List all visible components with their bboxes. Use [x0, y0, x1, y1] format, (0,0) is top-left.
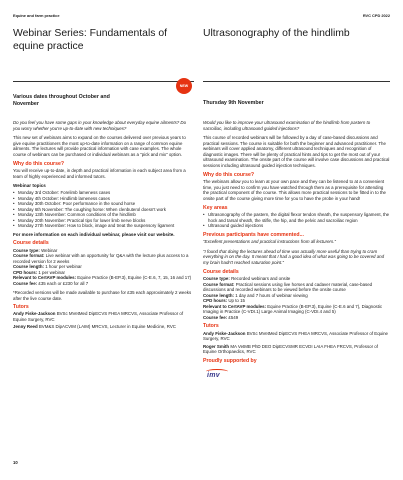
list-item: • Monday 30th October: Poor performance in the sound horse: [13, 201, 194, 207]
imv-logo: [203, 367, 243, 382]
tutor-entry: Roger Smith MA VetMB PhD DEO DipECVSMR ECVDI LAIA FHEA FRCVS, Professor of Equine Orthopaedics, RVC: [203, 343, 378, 355]
why-text: You will receive up-to-date, in depth and practical information in each subject area from a team of highly experienced and informed tutors.: [13, 168, 186, 179]
testimonial-quote: "I found that doing the lectures ahead of time was actually more useful than trying to cram everything in on the day. It meant that I had a good idea of what was going to be covered and my brain hadn't reached saturation point.": [203, 248, 385, 265]
course-intro: Do you feel you have some gaps in your knowledge about everyday equine ailments? Do you worry whether you're up-to-date with new techniques?: [13, 120, 187, 131]
list-item: • Monday 27th November: How to block, image and treat the suspensory ligament: [13, 223, 194, 229]
detail-row: Relevant to CertAVP modules: Equine Practice (B-EP.3), Equine (C-E.6, 7, 15, 16 and 17): [13, 275, 192, 280]
list-item: • Monday 6th November: The coughing horse: When clenbuterol doesn't work: [13, 207, 194, 213]
logo-text: imv: [207, 371, 220, 379]
detail-row: Relevant to CertAVP modules: Equine Practice (B-EP.3), Equine (C-E.6 and 7), Diagnostic Imaging in Practice (C-VDI.1) Large Animal Imaging (C-VDI.4 and 5): [203, 303, 383, 315]
list-item: • Ultrasound guided injections: [203, 223, 390, 229]
recording-note: *Recorded versions will be made available to purchase for £35 each approximately 2 weeks after the live course date.: [13, 290, 192, 301]
list-item: • Monday 13th November: Common conditions of the hindlimb: [13, 212, 194, 218]
brochure-label: RVC CPD 2022: [362, 13, 390, 18]
course-dates-bar: [203, 90, 390, 120]
why-title: Why do this course?: [203, 172, 255, 178]
detail-row: Course length: 1 hour per webinar: [13, 264, 82, 269]
detail-row: Course type: Webinar: [13, 247, 58, 253]
course-intro: Would you like to improve your ultrasound examination of the hindlimb from pastern to sacroiliac, including ultrasound guided injections?: [203, 120, 371, 131]
page-header: [0, 0, 403, 22]
topics-title: Webinar topics: [13, 183, 46, 189]
detail-row: Course type: Recorded webinars and onsite: [203, 276, 291, 282]
page-number: 10: [13, 460, 18, 465]
key-areas-title: Key areas: [203, 205, 228, 212]
tutors-title: Tutors: [13, 304, 29, 310]
detail-row: CPD hours: Up to 15: [203, 298, 245, 304]
list-item: • Monday 4th October: Hindlimb lameness cases: [13, 196, 194, 202]
course-description: This course of recorded webinars will be followed by a day of case-based discussions and practical sessions. The course is suitable for both the beginner and advanced practitioner. The webinars will cover applied anatomy, different ultrasound techniques and recognition of diagnostic images. There will be plenty of practical hints and tips to get the most out of your ultrasound examination. The onsite part of the course will involve case discussions and practical sessions including ultrasound guided injection techniques.: [203, 135, 390, 168]
testimonials-title: Previous participants have commented...: [203, 231, 304, 238]
detail-row: Course format: Practical sessions using live horses and cadaver material, case-based discussions and recorded webinars to be viewed before the onsite course: [203, 281, 373, 293]
tutor-entry: Andy Fiske-Jackson BVSc MVetMed DipECVS FHEA MRCVS, Associate Professor of Equine Surgery, RVC: [13, 311, 184, 322]
detail-row: Course length: 1 day and 7 hours of webinar viewing: [203, 292, 308, 298]
tutor-entry: Andy Fiske-Jackson BVSc MVetMed DipECVS FHEA MRCVS, Associate Professor of Equine Surgery, RVC: [203, 330, 388, 342]
webinar-series-course: [13, 28, 194, 332]
course-title: Webinar Series: Fundamentals of equine practice: [13, 28, 168, 52]
key-areas-list: [203, 212, 390, 229]
new-badge: NEW: [176, 78, 192, 94]
tutors-title: Tutors: [203, 323, 219, 330]
details-title: Course details: [203, 269, 239, 276]
section-label: Equine and farm practice: [13, 13, 60, 18]
list-item: • Monday 20th November: Practical tips for lower limb nerve blocks: [13, 218, 194, 224]
why-text: The webinars allow you to learn at your own pace and they can be listened to at a convenient time, you just need to confirm you have watched through them as a prerequisite for attending the practical component of the course. This allows more practical sessions to be fitted in to the onsite part of the course giving more time for you to have the probe in your hand!: [203, 179, 386, 201]
testimonial-quote: "Excellent presentations and practical instructions from all lecturers.": [203, 239, 336, 245]
course-dates: Various dates throughout October and November: [13, 94, 110, 107]
sponsor-title: Proudly supported by: [203, 357, 257, 364]
course-dates: Thursday 9th November: [203, 100, 264, 106]
details-title: Course details: [13, 240, 49, 247]
list-item: • Ultrasonography of the pastern, the digital flexor tendon sheath, the suspensory ligament, the hock and tarsal sheath, the stifle, the hip, and the pelvic and sacroiliac region: [203, 212, 390, 223]
detail-row: Course format: Live webinar with an opportunity for Q&A with the lecture plus access to a recorded version for 2 weeks: [13, 253, 189, 264]
topics-list: [13, 190, 194, 229]
detail-row: Course fee: £549: [203, 314, 239, 320]
tutor-entry: Jenny Reed BVM&S DipACVIM (LAIM) MRCVS, Lecturer in Equine Medicine, RVC: [13, 324, 176, 330]
why-title: Why do this course?: [13, 161, 65, 167]
course-title: Ultrasonography of the hindlimb: [203, 28, 350, 39]
detail-row: CPD hours: 1 per webinar: [13, 269, 65, 275]
more-info-link[interactable]: For more information on each individual webinar, please visit our website.: [13, 231, 175, 237]
course-description: This new set of webinars aims to expand on the courses delivered over previous years to give equine practitioners the most up-to-date information on a range of common equine ailments. The lectures will provide practical information with case examples. The whole course of webinars can be purchased or individual webinars as a "pick and mix" option.: [13, 135, 186, 157]
course-dates-bar: [13, 84, 194, 120]
detail-row: Course fee: £35 each or £230 for all 7: [13, 280, 89, 286]
list-item: • Monday 3rd October: Forelimb lameness cases: [13, 190, 194, 196]
ultrasonography-course: [203, 28, 390, 382]
